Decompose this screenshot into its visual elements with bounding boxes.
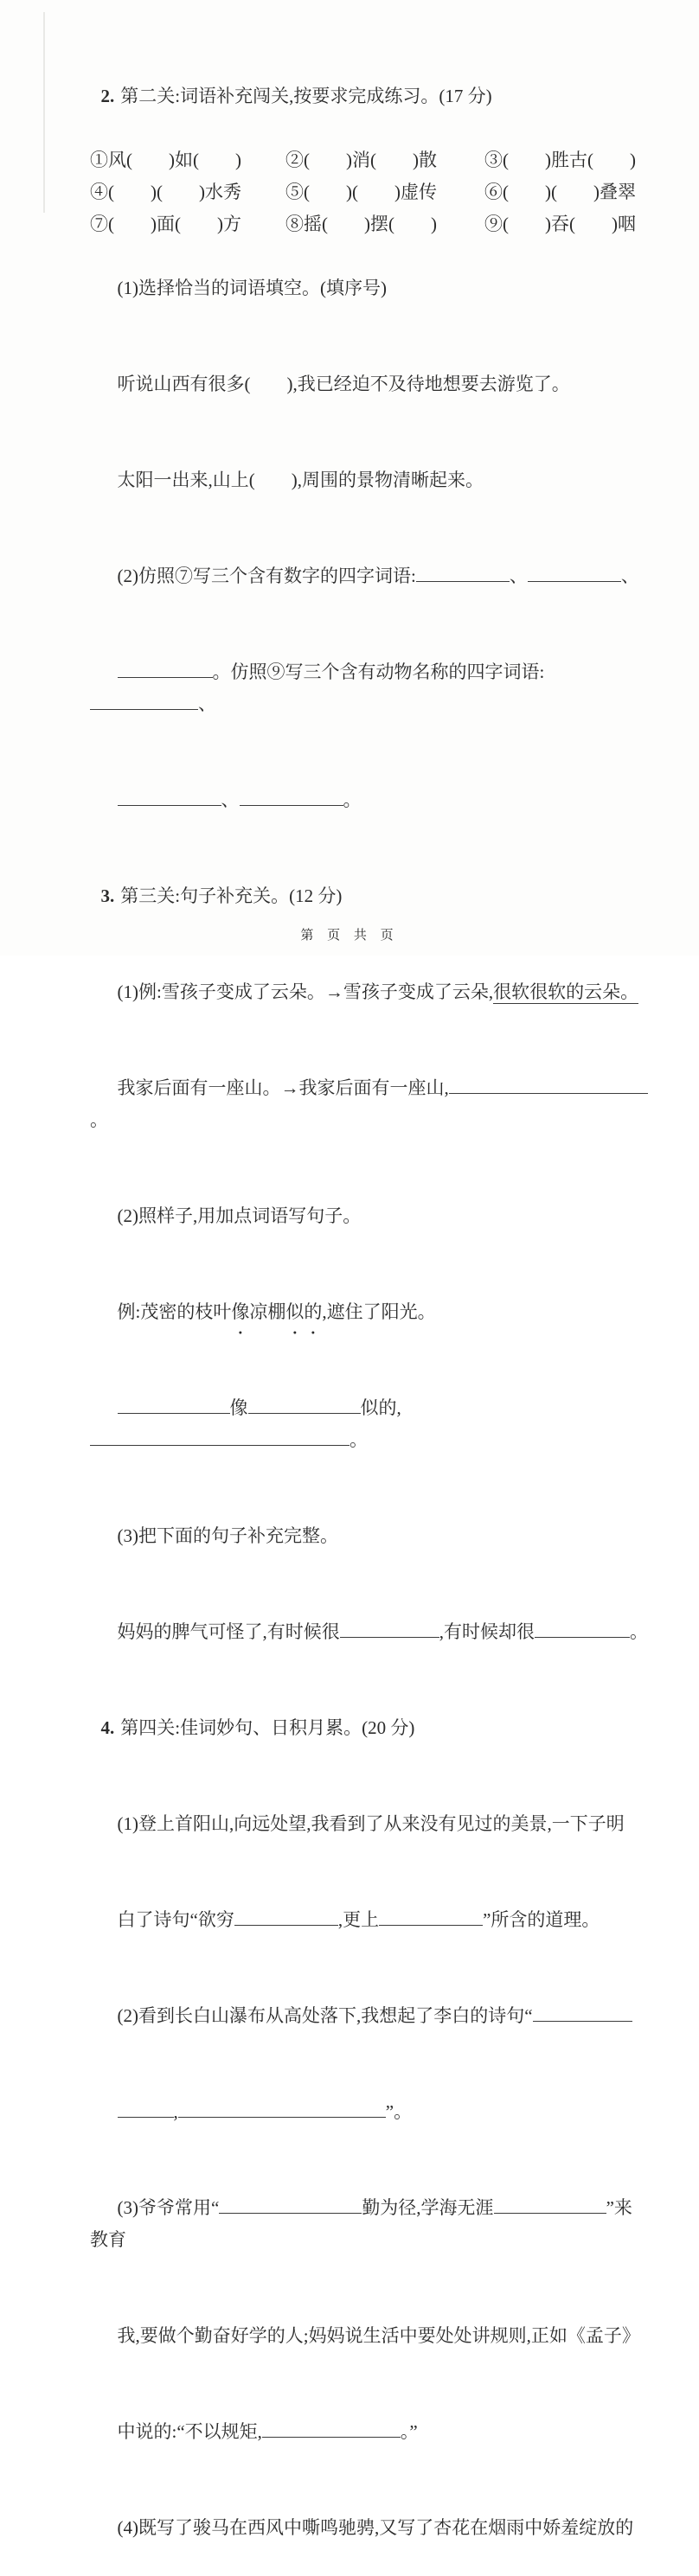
page-footer: 第 页 共 页 — [300, 929, 399, 943]
text-segment: 似的, — [360, 1397, 401, 1418]
q3-example-line-1 — [90, 944, 649, 1040]
q2-subquestion-2-line-2 — [90, 624, 649, 752]
word-item-9: ⑨( )吞( )咽 — [484, 214, 636, 234]
q3-subquestion-2 — [90, 1168, 649, 1264]
question-4-title: 第四关:佳词妙句、日积月累。(20 分) — [120, 1717, 415, 1738]
text-segment: (1)登上首阳山,向远处望,我看到了从来没有见过的美景,一下子明 — [117, 1813, 625, 1834]
q4-sub3-line-1 — [90, 2160, 649, 2288]
q2-fill-sentence-2 — [90, 432, 649, 528]
text-segment: 。 — [343, 789, 362, 810]
word-item-4: ④( )( )水秀 — [90, 182, 241, 202]
underlined-example-text: 很软很软的云朵。 — [493, 981, 639, 1002]
text-segment: (2)仿照⑦写三个含有数字的四字词语: — [117, 566, 416, 586]
question-2-title: 第二关:词语补充闯关,按要求完成练习。(17 分) — [120, 86, 492, 106]
q3-dotted-example-line — [90, 1264, 649, 1360]
word-item-8: ⑧摇( )摆( ) — [285, 214, 437, 234]
text-segment: 太阳一出来,山上( ),周围的景物清晰起来。 — [117, 470, 484, 490]
text-segment: 。 — [350, 1429, 368, 1450]
text-segment: ,更上 — [337, 1909, 380, 1930]
text-segment: 中说的:“不以规矩, — [117, 2421, 262, 2442]
text-segment: 。 — [630, 1621, 648, 1642]
answer-blank — [416, 563, 510, 582]
q4-sub3-line-2 — [90, 2288, 649, 2384]
text-segment: 妈妈的脾气可怪了,有时候很 — [117, 1621, 340, 1642]
text-segment: 、 — [221, 789, 240, 810]
question-3-title: 第三关:句子补充关。(12 分) — [120, 885, 343, 906]
text-segment: (1)选择恰当的词语填空。(填序号) — [117, 278, 387, 298]
text-segment: , — [173, 2101, 178, 2122]
q2-subquestion-2-line-1 — [90, 528, 649, 624]
text-segment: 、 — [509, 566, 528, 586]
text-segment: 凉棚 — [249, 1301, 286, 1322]
word-item-3: ③( )胜古( ) — [484, 150, 636, 170]
answer-blank — [118, 787, 221, 806]
q4-sub2-line-2 — [90, 2064, 649, 2160]
answer-blank — [535, 1619, 630, 1638]
text-segment: (1)例:雪孩子变成了云朵。→雪孩子变成了云朵, — [117, 981, 494, 1002]
q2-subquestion-2-line-3 — [90, 752, 649, 848]
text-segment: ”。 — [385, 2101, 413, 2122]
text-segment: 。” — [400, 2421, 418, 2442]
text-segment: ,有时候却很 — [439, 1621, 535, 1642]
text-segment: 、 — [620, 566, 639, 586]
answer-blank — [449, 1075, 648, 1094]
word-item-1: ①风( )如( ) — [90, 150, 241, 170]
text-segment: ”所含的道理。 — [483, 1909, 600, 1930]
text-segment: 。仿照⑨写三个含有动物名称的四字词语: — [212, 662, 545, 682]
word-items-row-2 — [90, 176, 649, 208]
q3-subquestion-3 — [90, 1488, 649, 1584]
scan-edge-artifact — [43, 12, 45, 213]
answer-blank — [90, 691, 198, 710]
answer-blank — [494, 2195, 606, 2214]
word-item-6: ⑥( )( )叠翠 — [484, 182, 636, 202]
answer-blank — [528, 563, 621, 582]
q3-fill-line-3 — [90, 1584, 649, 1680]
q4-sub4-line-1 — [90, 2480, 649, 2576]
text-segment: 我家后面有一座山。→我家后面有一座山, — [117, 1077, 449, 1098]
text-segment: ”来教育 — [90, 2197, 632, 2250]
q2-fill-sentence-1 — [90, 336, 649, 432]
emphasized-char: 像 ● — [231, 1296, 249, 1328]
word-items-row-3 — [90, 208, 649, 240]
answer-blank — [234, 1907, 338, 1926]
text-segment: (2)看到长白山瀑布从高处落下,我想起了李白的诗句“ — [117, 2005, 533, 2026]
answer-blank — [118, 659, 213, 678]
answer-blank — [533, 2003, 632, 2022]
answer-blank — [118, 1395, 230, 1414]
text-segment: (3)把下面的句子补充完整。 — [117, 1525, 338, 1546]
text-segment: 。 — [90, 1109, 108, 1130]
text-segment: (2)照样子,用加点词语写句子。 — [117, 1205, 362, 1226]
text-segment: 我,要做个勤奋好学的人;妈妈说生活中要处处讲规则,正如《孟子》 — [117, 2325, 640, 2346]
word-items-row-1 — [90, 144, 649, 176]
answer-blank — [90, 1427, 350, 1446]
q4-sub1-line-1 — [90, 1776, 649, 1872]
text-segment: 听说山西有很多( ),我已经迫不及待地想要去游览了。 — [117, 374, 570, 394]
emphasized-char: 的 ● — [304, 1296, 322, 1328]
q4-sub3-line-3 — [90, 2384, 649, 2480]
answer-blank — [178, 2099, 386, 2118]
worksheet-content — [74, 48, 649, 2576]
question-3-number: 3. — [100, 885, 115, 906]
text-segment: ,遮住了阳光。 — [322, 1301, 436, 1322]
answer-blank — [340, 1619, 439, 1638]
q3-fill-line-1 — [90, 1040, 649, 1168]
word-item-5: ⑤( )( )虚传 — [285, 182, 437, 202]
q4-sub2-line-1 — [90, 1968, 649, 2064]
answer-blank — [262, 2419, 401, 2438]
question-4-heading — [74, 1680, 649, 1776]
answer-blank — [219, 2195, 362, 2214]
emphasized-char: 似 ● — [285, 1296, 304, 1328]
text-segment: 例:茂密的枝叶 — [117, 1301, 232, 1322]
answer-blank — [248, 1395, 361, 1414]
q4-sub1-line-2 — [90, 1872, 649, 1968]
text-segment: 、 — [198, 694, 216, 714]
word-item-2: ②( )消( )散 — [285, 150, 437, 170]
answer-blank — [240, 787, 343, 806]
question-2-number: 2. — [100, 86, 115, 106]
answer-blank — [379, 1907, 483, 1926]
q3-fill-line-2 — [90, 1360, 649, 1488]
text-segment: 白了诗句“欲穷 — [117, 1909, 234, 1930]
word-item-7: ⑦( )面( )方 — [90, 214, 241, 234]
answer-blank — [118, 2099, 174, 2118]
question-4-number: 4. — [100, 1717, 115, 1738]
text-segment: 像 — [229, 1397, 248, 1418]
text-segment: (4)既写了骏马在西风中嘶鸣驰骋,又写了杏花在烟雨中娇羞绽放的 — [117, 2517, 634, 2538]
question-2-heading — [74, 48, 649, 144]
q2-subquestion-1 — [90, 240, 649, 336]
text-segment: 勤为径,学海无涯 — [362, 2197, 494, 2218]
text-segment: (3)爷爷常用“ — [117, 2197, 220, 2218]
